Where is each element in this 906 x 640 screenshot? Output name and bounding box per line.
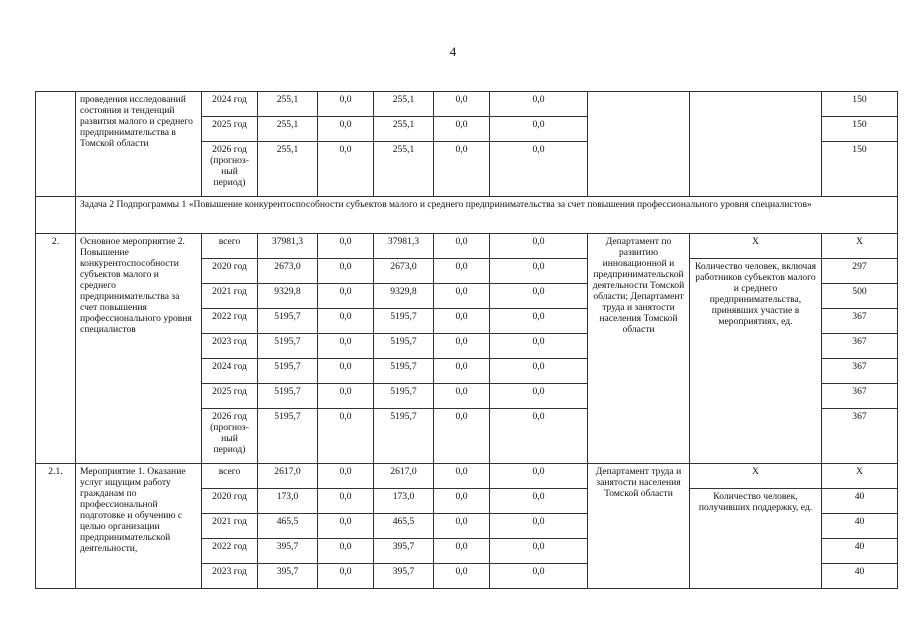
year-cell: 2025 год [202,117,258,142]
indicator-value-cell: 367 [822,309,898,334]
federal-budget-cell: 0,0 [318,384,374,409]
year-cell: 2023 год [202,334,258,359]
regional-budget-cell: 465,5 [374,514,434,539]
total-cell: 9329,8 [258,284,318,309]
extra-budget-cell: 0,0 [490,284,588,309]
table-row [36,464,898,489]
regional-budget-cell: 9329,8 [374,284,434,309]
local-budget-cell: 0,0 [434,92,490,117]
regional-budget-cell: 5195,7 [374,409,434,464]
extra-budget-cell: 0,0 [490,92,588,117]
indicator-value-cell: 150 [822,142,898,197]
year-cell: 2024 год [202,92,258,117]
regional-budget-cell: 5195,7 [374,334,434,359]
federal-budget-cell: 0,0 [318,564,374,589]
table-row [36,92,898,117]
extra-budget-cell: 0,0 [490,514,588,539]
extra-budget-cell: 0,0 [490,309,588,334]
regional-budget-cell: 255,1 [374,92,434,117]
indicator-value-cell: Х [822,234,898,259]
total-cell: 255,1 [258,92,318,117]
measure-name-cell: Мероприятие 1. Оказание услуг ищущим работу гражданам по профессиональной подготовке и обучению с целью организации предпринимательской деятельности, [76,464,202,589]
extra-budget-cell: 0,0 [490,539,588,564]
row-number-cell: 2. [36,234,76,464]
indicator-value-cell: 40 [822,514,898,539]
regional-budget-cell: 5195,7 [374,309,434,334]
indicator-head-cell: Х [690,464,822,489]
local-budget-cell: 0,0 [434,234,490,259]
total-cell: 5195,7 [258,334,318,359]
extra-budget-cell: 0,0 [490,489,588,514]
local-budget-cell: 0,0 [434,514,490,539]
extra-budget-cell: 0,0 [490,234,588,259]
total-cell: 255,1 [258,117,318,142]
federal-budget-cell: 0,0 [318,359,374,384]
local-budget-cell: 0,0 [434,384,490,409]
regional-budget-cell: 255,1 [374,142,434,197]
extra-budget-cell: 0,0 [490,409,588,464]
total-cell: 5195,7 [258,384,318,409]
total-cell: 255,1 [258,142,318,197]
regional-budget-cell: 255,1 [374,117,434,142]
executor-cell [588,92,690,197]
indicator-name-cell: Количество человек, включая работников субъектов малого и среднего предпринимательства, принявших участие в мероприятиях, ед. [690,259,822,464]
year-cell: 2023 год [202,564,258,589]
year-cell: 2024 год [202,359,258,384]
indicator-head-cell: Х [690,234,822,259]
indicator-value-cell: 367 [822,384,898,409]
regional-budget-cell: 5195,7 [374,359,434,384]
federal-budget-cell: 0,0 [318,539,374,564]
extra-budget-cell: 0,0 [490,142,588,197]
row-number-cell [36,92,76,197]
program-table [35,91,898,589]
row-number-cell [36,197,76,234]
indicator-value-cell: 367 [822,334,898,359]
local-budget-cell: 0,0 [434,564,490,589]
measure-name-cell: проведения исследований состояния и тенденций развития малого и среднего предпринимательства в Томской области [76,92,202,197]
local-budget-cell: 0,0 [434,284,490,309]
local-budget-cell: 0,0 [434,142,490,197]
total-cell: 2673,0 [258,259,318,284]
year-cell: 2020 год [202,489,258,514]
federal-budget-cell: 0,0 [318,409,374,464]
federal-budget-cell: 0,0 [318,334,374,359]
year-cell: 2021 год [202,284,258,309]
extra-budget-cell: 0,0 [490,384,588,409]
total-cell: 395,7 [258,539,318,564]
local-budget-cell: 0,0 [434,539,490,564]
federal-budget-cell: 0,0 [318,92,374,117]
total-cell: 5195,7 [258,309,318,334]
regional-budget-cell: 37981,3 [374,234,434,259]
indicator-value-cell: 500 [822,284,898,309]
total-cell: 5195,7 [258,409,318,464]
regional-budget-cell: 5195,7 [374,384,434,409]
regional-budget-cell: 2673,0 [374,259,434,284]
year-cell: 2022 год [202,309,258,334]
local-budget-cell: 0,0 [434,117,490,142]
measure-name-cell: Основное мероприятие 2. Повышение конкурентоспособности субъектов малого и среднего предпринимательства за счет повышения профессионального уровня специалистов [76,234,202,464]
indicator-value-cell: 297 [822,259,898,284]
regional-budget-cell: 2617,0 [374,464,434,489]
year-cell: 2022 год [202,539,258,564]
executor-cell: Департамент по развитию инновационной и предпринимательской деятельности Томской области; Департамент труда и занятости населения Томской области [588,234,690,464]
year-cell: 2026 год (прогноз-ный период) [202,142,258,197]
indicator-value-cell: 150 [822,92,898,117]
total-cell: 37981,3 [258,234,318,259]
regional-budget-cell: 395,7 [374,564,434,589]
federal-budget-cell: 0,0 [318,464,374,489]
year-cell: всего [202,234,258,259]
extra-budget-cell: 0,0 [490,564,588,589]
federal-budget-cell: 0,0 [318,489,374,514]
federal-budget-cell: 0,0 [318,309,374,334]
indicator-value-cell: 40 [822,489,898,514]
extra-budget-cell: 0,0 [490,464,588,489]
extra-budget-cell: 0,0 [490,359,588,384]
regional-budget-cell: 173,0 [374,489,434,514]
federal-budget-cell: 0,0 [318,259,374,284]
local-budget-cell: 0,0 [434,259,490,284]
federal-budget-cell: 0,0 [318,142,374,197]
total-cell: 5195,7 [258,359,318,384]
indicator-value-cell: 367 [822,409,898,464]
total-cell: 2617,0 [258,464,318,489]
local-budget-cell: 0,0 [434,334,490,359]
regional-budget-cell: 395,7 [374,539,434,564]
extra-budget-cell: 0,0 [490,334,588,359]
local-budget-cell: 0,0 [434,489,490,514]
year-cell: 2020 год [202,259,258,284]
extra-budget-cell: 0,0 [490,117,588,142]
page-number: 4 [449,44,457,59]
total-cell: 395,7 [258,564,318,589]
local-budget-cell: 0,0 [434,464,490,489]
indicator-value-cell: 150 [822,117,898,142]
task-heading: Задача 2 Подпрограммы 1 «Повышение конкурентоспособности субъектов малого и среднего предпринимательства за счет повышения профессионального уровня специалистов» [76,197,898,234]
indicator-name-cell: Количество человек, получивших поддержку, ед. [690,489,822,589]
year-cell: 2025 год [202,384,258,409]
federal-budget-cell: 0,0 [318,284,374,309]
indicator-value-cell: 40 [822,564,898,589]
federal-budget-cell: 0,0 [318,514,374,539]
row-number-cell: 2.1. [36,464,76,589]
executor-cell: Департамент труда и занятости населения Томской области [588,464,690,589]
table-row [36,234,898,259]
extra-budget-cell: 0,0 [490,259,588,284]
local-budget-cell: 0,0 [434,359,490,384]
local-budget-cell: 0,0 [434,409,490,464]
task-row [36,197,898,234]
year-cell: 2026 год (прогноз-ный период) [202,409,258,464]
year-cell: всего [202,464,258,489]
indicator-value-cell: Х [822,464,898,489]
federal-budget-cell: 0,0 [318,117,374,142]
total-cell: 465,5 [258,514,318,539]
federal-budget-cell: 0,0 [318,234,374,259]
indicator-value-cell: 367 [822,359,898,384]
year-cell: 2021 год [202,514,258,539]
total-cell: 173,0 [258,489,318,514]
indicator-value-cell: 40 [822,539,898,564]
local-budget-cell: 0,0 [434,309,490,334]
indicator-name-cell [690,92,822,197]
